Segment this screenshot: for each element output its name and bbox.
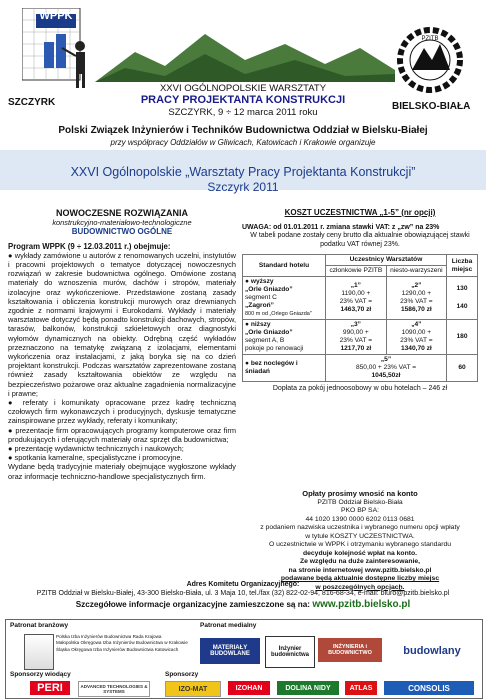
payment-note: decyduje kolejność wpłat na konto.: [302, 549, 418, 557]
media-logo: budowlany: [403, 645, 461, 657]
payment-heading: Opłaty prosimy wnosić na konto: [302, 489, 418, 498]
option-number: „4”: [411, 321, 422, 329]
seat-count: 180: [447, 320, 478, 355]
sponsor-logo: ADVANCED TECHNOLOGIES & SYSTEMS: [78, 681, 150, 697]
city-left: SZCZYRK: [8, 97, 56, 108]
table-row: [243, 355, 478, 382]
gross-price: 1217,70 zł: [340, 345, 372, 353]
option-number: „5”: [380, 356, 392, 364]
media-logo: MATERIAŁY BUDOWLANE: [200, 638, 260, 664]
hotel-distance: 800 m od „Orlego Gniazda”: [245, 311, 312, 318]
more-info: [0, 599, 486, 610]
cost-column: [242, 209, 478, 394]
sponsor-logo: PERI: [30, 681, 70, 695]
city-right: BIELSKO-BIAŁA: [392, 101, 471, 112]
net-price: 1290,00 +: [401, 290, 432, 298]
address-heading: Adres Komitetu Organizacyjnego:: [186, 581, 300, 588]
payment-info: [242, 490, 478, 592]
more-info-text: Szczegółowe informacje organizacyjne zamieszczone są na:: [75, 600, 311, 609]
cost-heading: KOSZT UCZESTNICTWA „1-5” (nr opcji): [284, 208, 436, 217]
payment-note: w tytule KOSZTY UCZESTNICTWA.: [305, 532, 415, 540]
lead-sponsor-heading: Sponsorzy wiodący: [10, 671, 71, 678]
payment-note: O uczestnictwie w WPPK i otrzymaniu wybranego standardu: [268, 541, 452, 548]
payment-note: na stronie internetowej www.pzitb.bielsko.pl: [288, 566, 432, 574]
payment-bank: PKO BP SA:: [340, 507, 380, 514]
vat-notice: UWAGA: od 01.01.2011 r. zmiana stawki VAT: z „zw” na 23%: [242, 223, 440, 231]
sponsor-logo: IZOHAN: [228, 681, 270, 695]
patron-item: Małopolska Okręgowa Izba Inżynierów Budownictwa w Krakowie: [56, 640, 188, 646]
gross-price: 1586,70 zł: [400, 306, 432, 314]
hotel-name: „Orle Gniazdo”: [245, 286, 293, 294]
industry-patron-list: [56, 634, 196, 653]
cooperation-line: przy współpracy Oddziałów w Gliwicach, Katowicach i Krakowie organizuje: [110, 138, 376, 147]
program-heading: Program WPPK (9 ÷ 12.03.2011 r.) obejmuje:: [8, 241, 171, 251]
sponsor-logo: ATLAS: [345, 681, 377, 695]
patron-item: Śląska Okręgowa Izba Inżynierów Budownictwa Katowicach: [56, 646, 179, 652]
gross-price: 1463,70 zł: [340, 306, 372, 314]
hotel-segment: segment A, B: [245, 337, 285, 345]
table-row: [243, 277, 478, 320]
patron-item: Polska Izba Inżynierów Budownictwa Rada Krajowa: [56, 634, 162, 639]
workshop-name: PRACY PROJEKTANTA KONSTRUKCJI: [140, 94, 346, 106]
hotel-standard: ● niższy: [245, 321, 271, 329]
col-hotel-header: Standard hotelu: [243, 255, 326, 277]
gross-price: 1045,50zł: [371, 372, 401, 380]
workshop-date: SZCZYRK, 9 ÷ 12 marca 2011 roku: [168, 107, 318, 118]
single-room-surcharge: Dopłata za pokój jednoosobowy w obu hotelach – 246 zł: [272, 385, 448, 393]
media-patron-heading: Patronat medialny: [200, 622, 257, 629]
hotel-standard: ● bez noclegów i śniadań: [243, 355, 326, 382]
net-price: 1190,00 +: [341, 290, 371, 298]
program-item: ● prezentację wydawnictw technicznych i naukowych;: [8, 444, 184, 454]
program-item: ● spotkania kameralne, specjalistyczne i promocyjne.: [8, 453, 183, 463]
payment-note: w poszczególnych opcjach.: [315, 583, 405, 591]
hotel-alt: pokoje po renowacji: [245, 345, 304, 353]
website-link[interactable]: www.pzitb.bielsko.pl: [312, 599, 411, 610]
mountains-graphic: [95, 30, 395, 82]
net-price: 1090,00 +: [401, 329, 432, 337]
address-line: PZITB Oddział w Bielsku-Białej, 43-300 Bielsko-Biała, ul. 3 Maja 10, tel./fax (32) 822-02-94, 816-68-34, e-mail: biuro@pzitb.bielsko.pl: [36, 590, 450, 597]
hotel-name: „Orle Gniazdo”: [245, 329, 293, 337]
payment-note: podawane będą aktualnie dostępne liczby miejsc: [280, 575, 440, 582]
program-column: [8, 209, 236, 481]
net-price: 850,00 + 23% VAT =: [355, 364, 417, 372]
vat-label: 23% VAT =: [339, 337, 373, 345]
chamber-icon: [24, 634, 54, 670]
cost-table: [242, 254, 478, 382]
main-title: XXVI Ogólnopolskie „Warsztaty Pracy Projektanta Konstrukcji”: [70, 165, 416, 179]
media-logo: Inżynier budownictwa: [265, 636, 315, 668]
industry-patron-heading: Patronat branżowy: [10, 622, 69, 629]
price-note: W tabeli podane zostały ceny brutto dla aktualnie obowiązującej stawki podatku VAT równej 23%.: [250, 232, 470, 248]
vat-label: 23% VAT =: [339, 298, 373, 306]
main-subtitle: Szczyrk 2011: [207, 180, 279, 194]
hotel-segment: segment C: [245, 294, 277, 302]
program-note: Wydane będą tradycyjnie materiały obejmujące wygłoszone wykłady oraz informacje techniczno-handlowe specjalistycznych firm.: [8, 462, 236, 481]
option-number: „2”: [411, 282, 422, 290]
payment-note: Ze względu na duże zainteresowanie,: [299, 558, 421, 565]
vat-label: 23% VAT =: [400, 298, 433, 306]
table-row: [243, 320, 478, 355]
vat-label: 23% VAT =: [400, 337, 433, 345]
sponsor-logo: DOLINA NIDY: [277, 681, 339, 695]
col-participants-header: Uczestnicy Warsztatów: [326, 255, 447, 266]
program-item: ● wykłady zamówione u autorów z renomowanych uczelni, instytutów i pracowni projektowych o tematyce dotyczącej nowoczesnych rozwiązań w zakresie budownictwa ogólnego. Omówione zostaną materiały do wznoszenia murów, dachów i stropów, materiały izolacyjne oraz wykończeniowe. Przedstawione zostaną zasady kształtowania i obliczenia konstrukcji murowych oraz drewnianych zgodnie z normami krajowymi i Eurokodami. Wykłady i materiały warsztatowe dotyczyć będą ponadto konstrukcji dachowych, stropów, tarasów, balkonów, konstrukcji szkieletowych oraz diagnostyki wyłomów dynamicznych na obiekty. Odrębną część wykładów przeznaczono na tematykę związaną z izolacjami, elementami wykończenia oraz instalacjami, z jaką boryka się na co dzień projektant konstrukcji. Podczas warsztatów zaprezentowane zostaną również zasady kształtowania obiektów ze względu na bezpieczeństwo pożarowe oraz aktualne zagadnienia normalizacyjne i prawne;: [8, 250, 236, 398]
seat-count: 130: [456, 285, 468, 293]
wppk-logo-text: WPPK: [39, 10, 73, 22]
section-heading: NOWOCZESNE ROZWIĄZANIA: [56, 208, 188, 218]
organizing-committee: [0, 580, 486, 598]
hotel-standard: ● wyższy: [245, 278, 274, 286]
sponsor-logo: CONSOLIS: [384, 681, 474, 695]
sponsor-heading: Sponsorzy: [165, 671, 199, 678]
sponsor-logo: IZO-MAT: [165, 681, 221, 697]
option-number: „3”: [350, 321, 361, 329]
media-logo: INŻYNIERIA i BUDOWNICTWO: [318, 638, 382, 662]
payment-account-number: 44 1020 1390 0000 6202 0113 0681: [305, 515, 415, 523]
gross-price: 1340,70 zł: [400, 345, 432, 353]
seat-count: 140: [456, 303, 468, 311]
hotel-alt: „Zagroń”: [245, 302, 274, 310]
svg-text:PZITB: PZITB: [421, 36, 439, 42]
organizer: Polski Związek Inżynierów i Techników Budownictwa Oddział w Bielsku-Białej: [58, 125, 428, 136]
section-subheading: konstrukcyjno-materiałowo-technologiczne: [52, 218, 192, 228]
pzitb-logo: [390, 22, 470, 98]
col-nonmembers-header: niesto-warzyszeni: [386, 266, 446, 277]
col-seats-header: Liczba miejsc: [447, 255, 478, 277]
seat-count: 60: [447, 355, 478, 382]
payment-note: z podaniem nazwiska uczestnika i wybranego numeru opcji wpłaty: [260, 524, 460, 531]
program-item: ● referaty i komunikaty opracowane przez kadrę techniczną czołowych firm wykonawczych i producyjnych, dyskusje tematyczne zainspirowane przez wykłady, referaty i komunikaty;: [8, 398, 236, 426]
payment-account-name: PZITB Oddział Bielsko-Biała: [317, 498, 403, 506]
program-item: ● prezentacje firm opracowujących programy komputerowe oraz firm produkujących i oferujących materiały oraz sprzęt dla budownictwa;: [8, 425, 236, 444]
option-number: „1”: [350, 282, 361, 290]
net-price: 990,00 +: [342, 329, 369, 337]
col-members-header: członkowie PZITB: [326, 266, 387, 277]
workshop-edition: XXVI OGÓLNOPOLSKIE WARSZTATY: [159, 83, 327, 94]
section-topic: BUDOWNICTWO OGÓLNE: [71, 227, 173, 237]
